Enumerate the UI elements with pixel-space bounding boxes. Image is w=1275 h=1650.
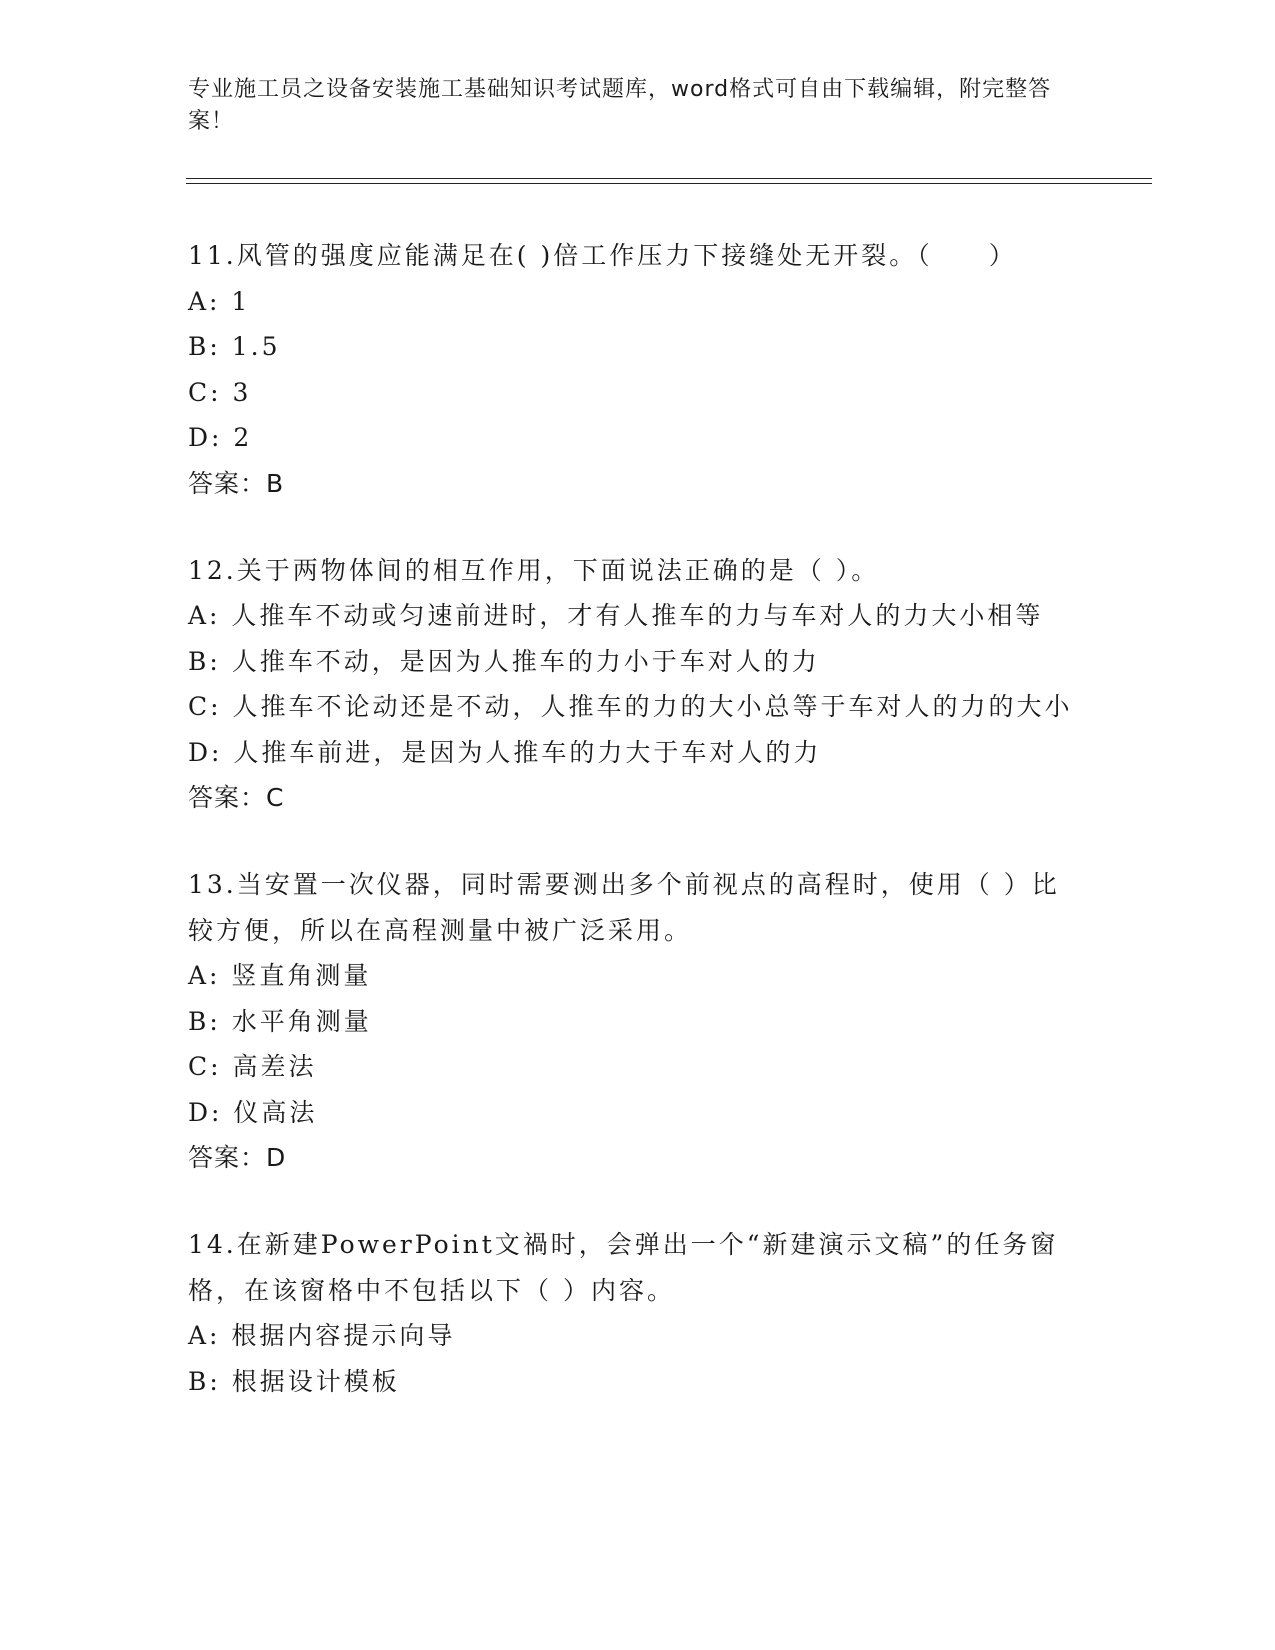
header-divider-bottom — [186, 183, 1152, 184]
option-b: B: 1.5 — [188, 332, 281, 361]
option-c: C: 人推车不论动还是不动，人推车的力的大小总等于车对人的力的大小 — [188, 692, 1073, 721]
option-b: B: 人推车不动，是因为人推车的力小于车对人的力 — [188, 646, 820, 676]
option-d: D: 2 — [188, 423, 253, 452]
option-d: D: 人推车前进，是因为人推车的力大于车对人的力 — [188, 737, 822, 767]
answer-label: 答案：D — [188, 1143, 287, 1172]
question-stem: 11.风管的强度应能满足在( )倍工作压力下接缝处无开裂。（ ） — [188, 241, 1017, 270]
question-14 — [188, 1222, 1088, 1404]
option-a: A: 人推车不动或匀速前进时，才有人推车的力与车对人的力大小相等 — [188, 601, 1044, 630]
question-list — [188, 233, 1088, 1445]
option-d: D: 仪高法 — [188, 1097, 318, 1127]
option-b: B: 根据设计模板 — [188, 1366, 400, 1396]
question-11 — [188, 233, 1088, 507]
document-intro: 专业施工员之设备安装施工基础知识考试题库，word格式可自由下载编辑，附完整答案！ — [188, 77, 1052, 134]
option-c: C: 3 — [188, 377, 252, 407]
question-13 — [188, 862, 1088, 1181]
question-stem: 13.当安置一次仪器，同时需要测出多个前视点的高程时，使用（ ）比较方便，所以在高程测量中被广泛采用。 — [188, 870, 1060, 945]
header-divider-top — [186, 178, 1152, 179]
option-b: B: 水平角测量 — [188, 1006, 372, 1036]
answer-label: 答案：C — [188, 783, 285, 812]
question-stem: 14.在新建PowerPoint文禍时，会弹出一个“新建演示文稿”的任务窗格，在该窗格中不包括以下（ ）内容。 — [188, 1230, 1059, 1305]
option-a: A: 1 — [188, 286, 251, 316]
option-a: A: 竖直角测量 — [188, 961, 372, 990]
option-c: C: 高差法 — [188, 1052, 317, 1081]
answer-label: 答案：B — [188, 468, 285, 498]
question-stem: 12.关于两物体间的相互作用，下面说法正确的是（ ）。 — [188, 555, 880, 585]
option-a: A: 根据内容提示向导 — [188, 1321, 456, 1350]
question-12 — [188, 548, 1088, 822]
